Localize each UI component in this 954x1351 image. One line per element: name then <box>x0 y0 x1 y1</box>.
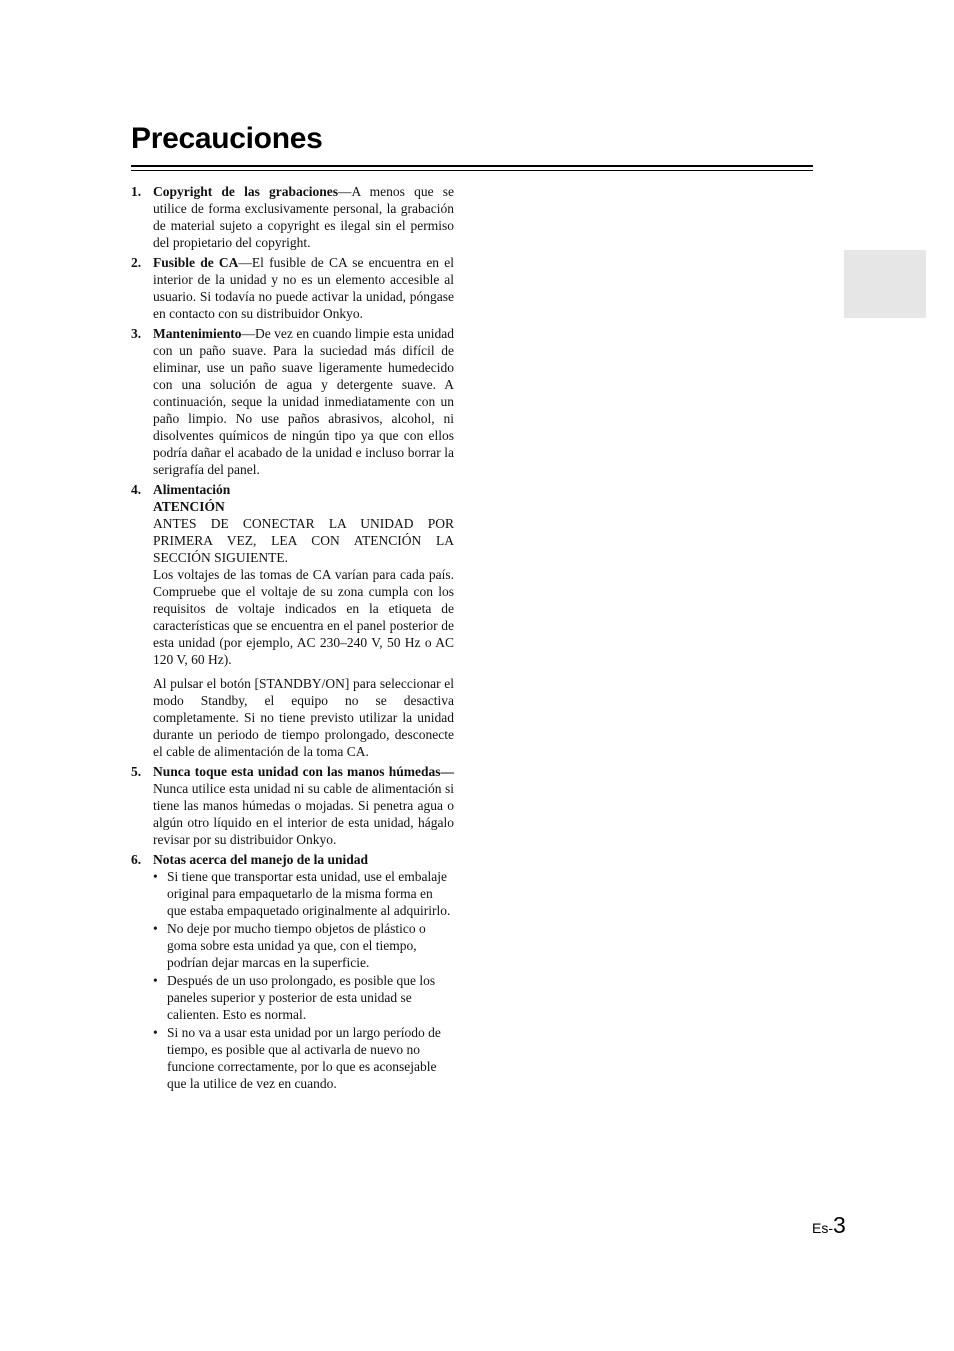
item-number: 5. <box>131 764 142 779</box>
item-text: —De vez en cuando limpie esta unidad con un paño suave. Para la suciedad más difícil de eliminar, use un paño suave ligeramente humedecido con una solución de agua y detergente suave. A continuación, seque la unidad inmediatamente con un paño limpio. No use paños abrasivos, alcohol, ni disolventes químicos de ningún tipo ya que con ellos podría dañar el acabado de la unidad e incluso borrar la serigrafía del panel. <box>153 326 454 477</box>
handling-notes-list <box>153 868 454 1092</box>
voltage-paragraph: Los voltajes de las tomas de CA varían para cada país. Compruebe que el voltaje de su zona cumpla con los requisitos de voltaje indicados en la etiqueta de características que se encuentra en el panel posterior de esta unidad (por ejemplo, AC 230–240 V, 50 Hz o AC 120 V, 60 Hz). <box>153 567 454 667</box>
caution-heading: ATENCIÓN <box>153 499 225 514</box>
side-tab-marker <box>844 250 926 318</box>
title-rule-thin <box>131 170 813 171</box>
page-number-prefix: Es- <box>812 1220 833 1236</box>
list-item <box>153 1024 454 1092</box>
page-number <box>812 1212 846 1239</box>
item-heading: Alimentación <box>153 482 231 497</box>
page-number-value: 3 <box>833 1212 846 1238</box>
list-item <box>153 868 454 919</box>
bullet-glyph: • <box>153 921 158 936</box>
item-number: 6. <box>131 852 142 867</box>
item-number: 4. <box>131 482 142 497</box>
caution-text: ANTES DE CONECTAR LA UNIDAD POR PRIMERA VEZ, LEA CON ATENCIÓN LA SECCIÓN SIGUIENTE. <box>153 516 454 565</box>
item-number: 2. <box>131 255 142 270</box>
bullet-text: Después de un uso prolongado, es posible que los paneles superior y posterior de esta unidad se calienten. Esto es normal. <box>167 973 436 1022</box>
item-heading: Fusible de CA <box>153 255 239 270</box>
precaution-item-power <box>131 481 454 760</box>
item-heading: Nunca toque esta unidad con las manos húmedas— <box>153 764 454 779</box>
bullet-glyph: • <box>153 973 158 988</box>
precaution-item-maintenance <box>131 325 454 478</box>
item-text: —A menos que se utilice de forma exclusivamente personal, la grabación de material sujeto a copyright es ilegal sin el permiso del propietario del copyright. <box>153 184 454 250</box>
item-number: 1. <box>131 184 142 199</box>
item-number: 3. <box>131 326 142 341</box>
bullet-text: Si tiene que transportar esta unidad, use el embalaje original para empaquetarlo de la misma forma en que estaba empaquetado originalmente al adquirirlo. <box>167 869 451 918</box>
bullet-text: Si no va a usar esta unidad por un largo período de tiempo, es posible que al activarla de nuevo no funcione correctamente, por lo que es aconsejable que la utilice de vez en cuando. <box>167 1025 441 1091</box>
precaution-item-handling <box>131 851 454 1092</box>
list-item <box>153 972 454 1023</box>
item-text: —El fusible de CA se encuentra en el interior de la unidad y no es un elemento accesible al usuario. Si todavía no puede activar la unidad, póngase en contacto con su distribuidor Onkyo. <box>153 255 455 321</box>
page-title: Precauciones <box>131 122 323 155</box>
precautions-list <box>131 183 454 1095</box>
precaution-item-fuse <box>131 254 454 322</box>
item-heading: Mantenimiento <box>153 326 242 341</box>
precaution-item-copyright <box>131 183 454 251</box>
precaution-item-wet-hands <box>131 763 454 848</box>
bullet-glyph: • <box>153 869 158 884</box>
item-heading: Notas acerca del manejo de la unidad <box>153 852 368 867</box>
standby-paragraph: Al pulsar el botón [STANDBY/ON] para seleccionar el modo Standby, el equipo no se desactiva completamente. Si no tiene previsto utilizar la unidad durante un periodo de tiempo prolongado, desconecte el cable de alimentación de la toma CA. <box>153 676 454 759</box>
item-text: Nunca utilice esta unidad ni su cable de alimentación si tiene las manos húmedas o mojadas. Si penetra agua o algún otro líquido en el interior de esta unidad, hágalo revisar por su distribuidor Onkyo. <box>153 781 454 847</box>
paragraph-spacer <box>153 668 454 675</box>
list-item <box>153 920 454 971</box>
bullet-glyph: • <box>153 1025 158 1040</box>
item-heading: Copyright de las grabaciones <box>153 184 338 199</box>
bullet-text: No deje por mucho tiempo objetos de plástico o goma sobre esta unidad ya que, con el tiempo, podrían dejar marcas en la superficie. <box>167 921 426 970</box>
title-rule-thick <box>131 165 813 167</box>
